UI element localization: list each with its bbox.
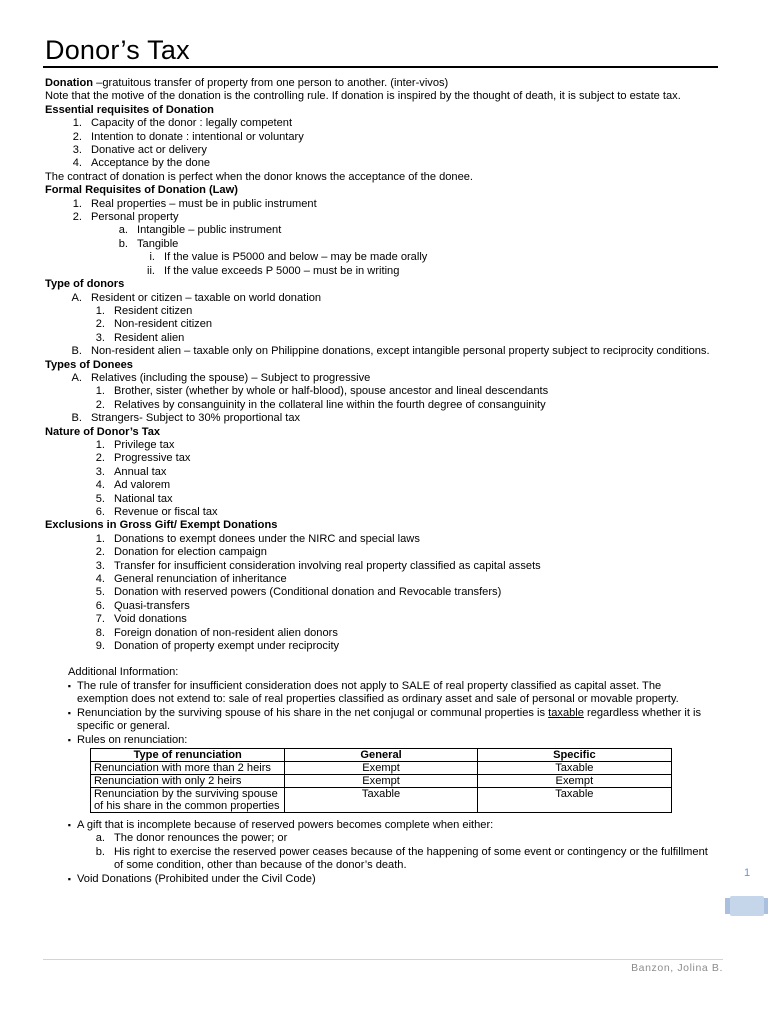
list-item: 2. Progressive tax <box>95 452 191 465</box>
type-of-donors-heading: Type of donors <box>45 278 125 291</box>
table-cell: Renunciation with only 2 heirs <box>91 774 285 787</box>
donation-definition <box>45 77 715 90</box>
essential-requisites-heading: Essential requisites of Donation <box>45 103 214 116</box>
footer-author: Banzon, Jolina B. <box>631 962 723 974</box>
bullet-icon: ▪ <box>67 873 71 884</box>
list-item: 3. Transfer for insufficient consideration involving real property classified as capital assets <box>95 559 541 572</box>
list-item: 5. Donation with reserved powers (Conditional donation and Revocable transfers) <box>95 586 502 599</box>
table-header: General <box>285 748 477 761</box>
page-tab-icon <box>730 896 764 916</box>
bullet-item: ▪ A gift that is incomplete because of reserved powers becomes complete when either: <box>45 819 715 832</box>
bullet-icon: ▪ <box>67 680 71 691</box>
table-cell: Taxable <box>477 787 671 812</box>
list-item: 1. Resident citizen <box>95 304 193 317</box>
list-item: ii. If the value exceeds P 5000 – must be in writing <box>146 264 400 277</box>
taxable-underlined: taxable <box>548 706 584 719</box>
bullet-icon: ▪ <box>67 707 71 718</box>
list-item: a. The donor renounces the power; or <box>95 832 288 845</box>
list-item: 1. Donations to exempt donees under the NIRC and special laws <box>95 532 420 545</box>
list-item: 3. Annual tax <box>95 465 167 478</box>
list-item: 1. Privilege tax <box>95 438 175 451</box>
list-item: 3. Resident alien <box>95 331 185 344</box>
bullet-item: ▪ Void Donations (Prohibited under the Civil Code) <box>45 873 715 886</box>
table-header-row <box>91 748 672 761</box>
list-item: 4. General renunciation of inheritance <box>95 573 287 586</box>
table-cell: Exempt <box>285 774 477 787</box>
exclusions-heading: Exclusions in Gross Gift/ Exempt Donations <box>45 519 278 532</box>
table-cell: Taxable <box>285 787 477 812</box>
additional-information-heading: Additional Information: <box>68 666 179 679</box>
page-number: 1 <box>744 867 751 879</box>
donation-term: Donation <box>45 77 94 89</box>
list-item: 4. Ad valorem <box>95 479 171 492</box>
bullet-item: ▪ The rule of transfer for insufficient consideration does not apply to SALE of real property classified as capital asset. The exemption does not extend to: sale of real properties classified as ordinary asset and sale of personal or movable property. <box>45 680 715 707</box>
list-item: 2. Personal property <box>72 211 179 224</box>
table-row <box>91 774 672 787</box>
list-item: 2. Relatives by consanguinity in the collateral line within the fourth degree of consanguinity <box>95 398 546 411</box>
list-item: 1. Capacity of the donor : legally competent <box>72 117 293 130</box>
donation-definition-text: –gratuitous transfer of property from one person to another. (inter-vivos) <box>93 77 449 89</box>
table-row <box>91 787 672 812</box>
list-item: 7. Void donations <box>95 613 187 626</box>
table-cell: Renunciation with more than 2 heirs <box>91 761 285 774</box>
list-item: 5. National tax <box>95 492 173 505</box>
footer-divider <box>43 959 723 960</box>
list-item: b. Tangible <box>118 237 179 250</box>
page-title: Donor’s Tax <box>45 35 190 65</box>
table-cell: Exempt <box>285 761 477 774</box>
table-cell: Renunciation by the surviving spouse of his share in the common properties <box>91 787 285 812</box>
nature-of-donors-tax-heading: Nature of Donor’s Tax <box>45 425 161 438</box>
table-cell: Exempt <box>477 774 671 787</box>
title-underline <box>43 66 718 68</box>
bullet-icon: ▪ <box>67 734 71 745</box>
list-item: 3. Donative act or delivery <box>72 144 207 157</box>
spacer <box>45 653 715 666</box>
bullet-item: ▪ Renunciation by the surviving spouse of his share in the net conjugal or communal properties is taxable regardless whether it is specific or general. <box>45 707 715 734</box>
list-item: 6. Quasi-transfers <box>95 599 190 612</box>
list-item: 1. Brother, sister (whether by whole or half-blood), spouse ancestor and lineal descendants <box>95 385 549 398</box>
list-item: A. Resident or citizen – taxable on world donation <box>71 291 322 304</box>
formal-requisites-heading: Formal Requisites of Donation (Law) <box>45 184 238 197</box>
bullet-icon: ▪ <box>67 819 71 830</box>
list-item: 8. Foreign donation of non-resident alien donors <box>95 626 338 639</box>
list-item: 6. Revenue or fiscal tax <box>95 506 218 518</box>
list-item: B. Strangers- Subject to 30% proportional tax <box>71 412 301 425</box>
list-item: A. Relatives (including the spouse) – Subject to progressive <box>71 371 371 384</box>
renunciation-table <box>90 748 672 813</box>
list-item: 9. Donation of property exempt under reciprocity <box>95 640 340 653</box>
table-row <box>91 761 672 774</box>
motive-note: Note that the motive of the donation is the controlling rule. If donation is inspired by the thought of death, it is subject to estate tax. <box>45 90 681 103</box>
list-item: a. Intangible – public instrument <box>118 224 282 237</box>
list-item: b. His right to exercise the reserved power ceases because of the happening of some event or contingency or the fulfillment of some condition, other than because of the donor’s death. <box>95 845 708 872</box>
list-item: B. Non-resident alien – taxable only on Philippine donations, except intangible personal property subject to reciprocity conditions. <box>71 345 710 358</box>
list-item: 4. Acceptance by the done <box>72 157 211 170</box>
contract-perfection-note: The contract of donation is perfect when the donor knows the acceptance of the donee. <box>45 170 474 183</box>
list-item: 2. Non-resident citizen <box>95 318 213 331</box>
list-item: 2. Intention to donate : intentional or voluntary <box>72 130 304 143</box>
table-header: Specific <box>477 748 671 761</box>
bullet-item: ▪ Rules on renunciation: <box>45 734 715 747</box>
document-body <box>45 77 715 886</box>
table-cell: Taxable <box>477 761 671 774</box>
list-item: i. If the value is P5000 and below – may be made orally <box>149 251 428 264</box>
table-header: Type of renunciation <box>91 748 285 761</box>
list-item: 1. Real properties – must be in public instrument <box>72 197 317 210</box>
list-item: 2. Donation for election campaign <box>95 546 267 559</box>
types-of-donees-heading: Types of Donees <box>45 358 133 371</box>
